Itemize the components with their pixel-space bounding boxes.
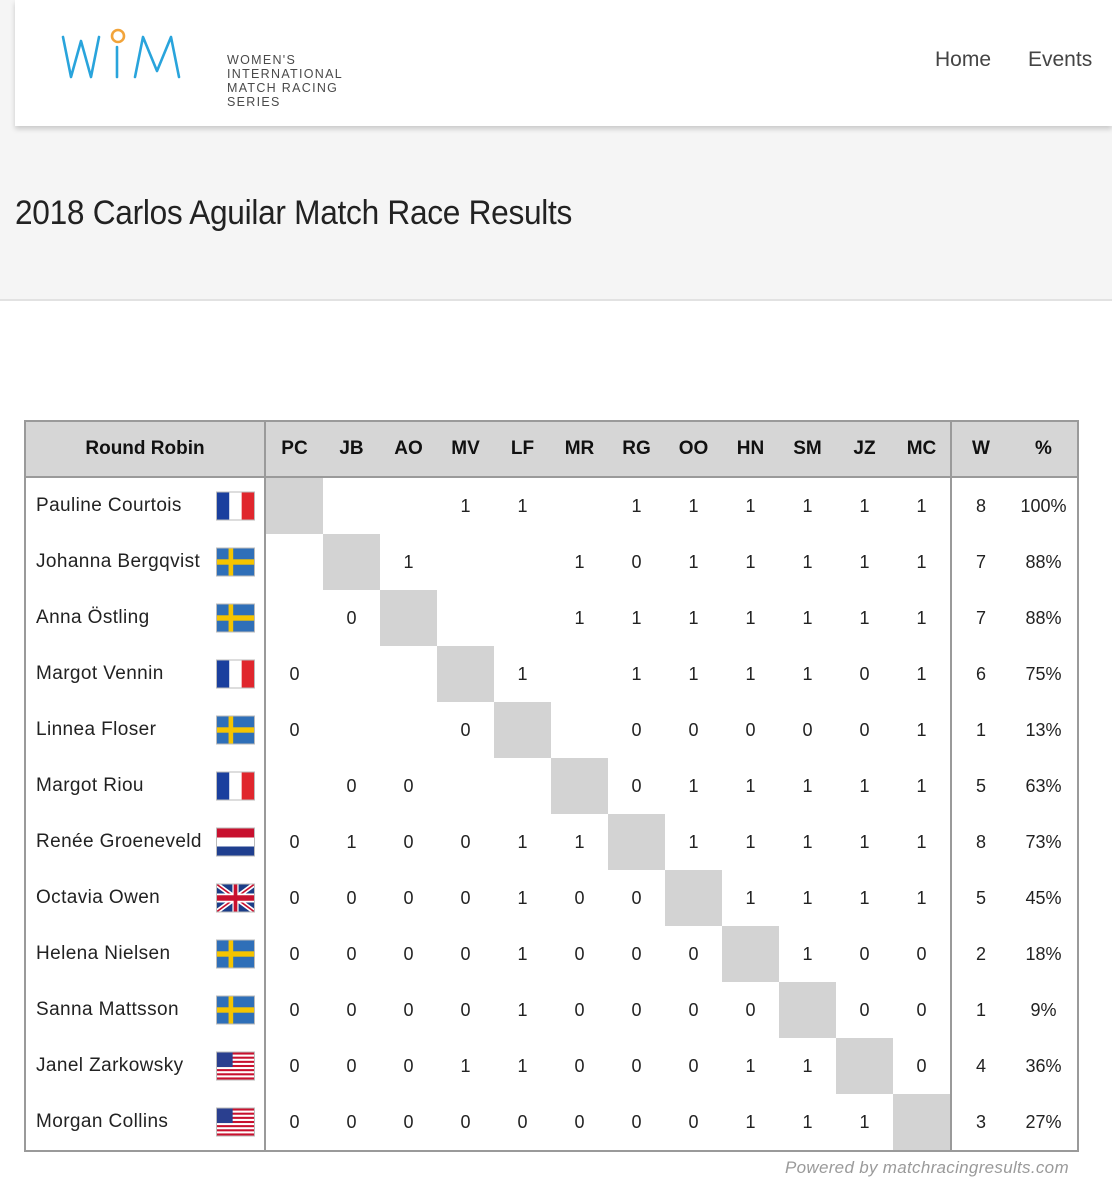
wins-cell: 2 (951, 926, 1010, 982)
result-cell: 1 (346, 831, 357, 852)
column-header-oo: OO (665, 421, 722, 477)
result-cell: 1 (745, 1055, 756, 1076)
site-header (15, 0, 1112, 126)
sweden-flag-icon (217, 605, 254, 632)
column-header-mv: MV (437, 421, 494, 477)
result-cell: 1 (802, 1055, 813, 1076)
result-cell: 1 (916, 719, 927, 740)
result-cell: 1 (688, 495, 699, 516)
result-cell: 1 (517, 943, 528, 964)
result-cell: 1 (859, 831, 870, 852)
result-cell: 1 (916, 887, 927, 908)
result-cell (551, 477, 608, 534)
result-cell: 0 (403, 1055, 414, 1076)
result-cell: 1 (688, 663, 699, 684)
diagonal-cell (494, 702, 551, 758)
logo-line-2: MATCH RACING SERIES (227, 81, 339, 109)
percent-cell: 88% (1025, 551, 1062, 572)
diagonal-cell (323, 534, 380, 590)
table-header-row (25, 421, 1078, 477)
percent-cell: 100% (1020, 495, 1067, 516)
result-cell: 0 (403, 831, 414, 852)
result-cell: 0 (688, 943, 699, 964)
percent-cell: 63% (1025, 775, 1062, 796)
result-cell: 1 (517, 495, 528, 516)
result-cell: 0 (403, 943, 414, 964)
result-cell: 0 (916, 943, 927, 964)
skipper-cell (25, 870, 265, 926)
result-cell: 0 (289, 999, 300, 1020)
result-cell: 0 (403, 999, 414, 1020)
result-cell: 0 (574, 943, 585, 964)
result-cell: 1 (688, 831, 699, 852)
wins-cell: 7 (951, 534, 1010, 590)
percent-cell: 75% (1025, 663, 1062, 684)
wins-cell: 8 (951, 814, 1010, 870)
result-cell: 1 (802, 887, 813, 908)
result-cell: 0 (289, 943, 300, 964)
result-cell: 1 (859, 887, 870, 908)
wins-cell: 8 (951, 477, 1010, 534)
result-cell: 0 (346, 1111, 357, 1132)
result-cell (265, 534, 323, 590)
percent-cell: 88% (1025, 607, 1062, 628)
result-cell (323, 702, 380, 758)
result-cell: 1 (631, 663, 642, 684)
skipper-cell (25, 982, 265, 1038)
logo-line-1: WOMEN'S INTERNATIONAL (227, 53, 343, 81)
percent-cell: 36% (1025, 1055, 1062, 1076)
skipper-name: Renée Groeneveld (36, 831, 202, 852)
result-cell: 1 (631, 495, 642, 516)
result-cell: 0 (802, 719, 813, 740)
sweden-flag-icon (217, 717, 254, 744)
result-cell (551, 702, 608, 758)
percent-cell: 13% (1025, 719, 1062, 740)
wim-logo[interactable] (61, 27, 381, 109)
table-row (25, 758, 1078, 814)
percent-cell: 27% (1025, 1111, 1062, 1132)
diagonal-cell (893, 1094, 951, 1151)
skipper-name: Janel Zarkowsky (36, 1055, 184, 1076)
result-cell (437, 758, 494, 814)
result-cell: 1 (574, 551, 585, 572)
result-cell (323, 477, 380, 534)
result-cell: 0 (574, 887, 585, 908)
diagonal-cell (380, 590, 437, 646)
result-cell: 1 (574, 607, 585, 628)
result-cell: 0 (289, 663, 300, 684)
column-header-lf: LF (494, 421, 551, 477)
result-cell: 0 (916, 1055, 927, 1076)
table-body (25, 477, 1078, 1151)
result-cell: 1 (517, 1055, 528, 1076)
percent-cell: 45% (1025, 887, 1062, 908)
result-cell (437, 534, 494, 590)
powered-by-link[interactable]: Powered by matchracingresults.com (785, 1158, 1069, 1177)
result-cell: 1 (802, 831, 813, 852)
result-cell (494, 590, 551, 646)
result-cell: 1 (745, 495, 756, 516)
wim-logo-icon (61, 27, 221, 83)
result-cell (265, 758, 323, 814)
column-header-sm: SM (779, 421, 836, 477)
result-cell: 1 (916, 607, 927, 628)
diagonal-cell (551, 758, 608, 814)
wins-cell: 1 (951, 982, 1010, 1038)
skipper-name: Anna Östling (36, 607, 150, 628)
skipper-cell (25, 814, 265, 870)
result-cell: 0 (346, 1055, 357, 1076)
round-robin-table (24, 420, 1079, 1152)
skipper-cell (25, 477, 265, 534)
nav-home-link[interactable]: Home (935, 48, 992, 71)
result-cell: 0 (517, 1111, 528, 1132)
percent-cell: 73% (1025, 831, 1062, 852)
result-cell: 1 (574, 831, 585, 852)
column-header-jz: JZ (836, 421, 893, 477)
result-cell: 1 (859, 1111, 870, 1132)
result-cell: 0 (460, 999, 471, 1020)
result-cell: 0 (574, 999, 585, 1020)
result-cell: 0 (916, 999, 927, 1020)
result-cell: 1 (688, 607, 699, 628)
usa-flag-icon (217, 1053, 254, 1080)
result-cell: 0 (460, 887, 471, 908)
page-title: 2018 Carlos Aguilar Match Race Results (15, 194, 573, 232)
table-row (25, 534, 1078, 590)
result-cell: 1 (859, 607, 870, 628)
skipper-name: Johanna Bergqvist (36, 551, 201, 572)
result-cell: 1 (859, 495, 870, 516)
nav-events-link[interactable]: Events (1028, 48, 1093, 71)
skipper-cell (25, 1038, 265, 1094)
result-cell: 1 (688, 775, 699, 796)
result-cell: 0 (859, 663, 870, 684)
result-cell: 0 (745, 719, 756, 740)
wins-cell: 6 (951, 646, 1010, 702)
result-cell: 1 (745, 663, 756, 684)
result-cell (380, 646, 437, 702)
result-cell: 0 (289, 1111, 300, 1132)
result-cell: 1 (745, 831, 756, 852)
sweden-flag-icon (217, 997, 254, 1024)
netherlands-flag-icon (217, 829, 254, 856)
logo-wordmark (227, 53, 381, 109)
france-flag-icon (217, 773, 254, 800)
percent-header: % (1010, 421, 1078, 477)
result-cell: 0 (688, 1055, 699, 1076)
result-cell: 0 (859, 999, 870, 1020)
result-cell: 1 (517, 887, 528, 908)
result-cell: 1 (460, 1055, 471, 1076)
wins-cell: 4 (951, 1038, 1010, 1094)
skipper-name: Pauline Courtois (36, 495, 182, 516)
wins-cell: 1 (951, 702, 1010, 758)
result-cell: 0 (460, 1111, 471, 1132)
sweden-flag-icon (217, 941, 254, 968)
skipper-cell (25, 646, 265, 702)
result-cell: 1 (916, 775, 927, 796)
france-flag-icon (217, 493, 254, 520)
diagonal-cell (779, 982, 836, 1038)
percent-cell: 18% (1025, 943, 1062, 964)
skipper-name: Linnea Floser (36, 719, 157, 740)
diagonal-cell (265, 477, 323, 534)
result-cell: 1 (802, 551, 813, 572)
result-cell: 0 (631, 887, 642, 908)
column-header-hn: HN (722, 421, 779, 477)
skipper-cell (25, 702, 265, 758)
result-cell: 0 (745, 999, 756, 1020)
table-row (25, 926, 1078, 982)
result-cell: 1 (916, 551, 927, 572)
result-cell: 0 (346, 943, 357, 964)
result-cell: 1 (802, 663, 813, 684)
sweden-flag-icon (217, 549, 254, 576)
column-header-ao: AO (380, 421, 437, 477)
skipper-cell (25, 926, 265, 982)
result-cell: 0 (403, 1111, 414, 1132)
result-cell (380, 702, 437, 758)
result-cell: 1 (631, 607, 642, 628)
result-cell: 0 (346, 607, 357, 628)
result-cell: 1 (688, 551, 699, 572)
table-row (25, 477, 1078, 534)
result-cell: 0 (688, 999, 699, 1020)
result-cell: 0 (631, 775, 642, 796)
diagonal-cell (722, 926, 779, 982)
table-row (25, 982, 1078, 1038)
wins-header: W (951, 421, 1010, 477)
result-cell: 1 (859, 551, 870, 572)
result-cell: 1 (802, 607, 813, 628)
result-cell: 1 (745, 775, 756, 796)
table-row (25, 870, 1078, 926)
result-cell: 0 (574, 1111, 585, 1132)
result-cell: 0 (346, 999, 357, 1020)
table-row (25, 590, 1078, 646)
uk-flag-icon (217, 885, 254, 912)
result-cell: 0 (631, 719, 642, 740)
result-cell: 0 (289, 1055, 300, 1076)
column-header-pc: PC (265, 421, 323, 477)
table-row (25, 646, 1078, 702)
result-cell (494, 534, 551, 590)
wins-cell: 5 (951, 870, 1010, 926)
round-robin-header: Round Robin (25, 421, 265, 477)
diagonal-cell (437, 646, 494, 702)
result-cell: 1 (802, 943, 813, 964)
result-cell: 0 (631, 943, 642, 964)
france-flag-icon (217, 661, 254, 688)
result-cell: 1 (745, 1111, 756, 1132)
result-cell: 1 (745, 551, 756, 572)
result-cell: 0 (403, 775, 414, 796)
skipper-name: Morgan Collins (36, 1111, 169, 1132)
result-cell: 0 (574, 1055, 585, 1076)
result-cell: 1 (802, 1111, 813, 1132)
result-cell (380, 477, 437, 534)
result-cell: 1 (403, 551, 414, 572)
result-cell: 1 (859, 775, 870, 796)
result-cell: 1 (745, 607, 756, 628)
wins-cell: 7 (951, 590, 1010, 646)
result-cell (323, 646, 380, 702)
diagonal-cell (665, 870, 722, 926)
result-cell (551, 646, 608, 702)
diagonal-cell (836, 1038, 893, 1094)
result-cell: 0 (289, 887, 300, 908)
result-cell (437, 590, 494, 646)
result-cell: 0 (688, 1111, 699, 1132)
skipper-name: Helena Nielsen (36, 943, 171, 964)
skipper-cell (25, 534, 265, 590)
skipper-name: Sanna Mattsson (36, 999, 179, 1020)
diagonal-cell (608, 814, 665, 870)
result-cell: 0 (346, 887, 357, 908)
result-cell: 1 (745, 887, 756, 908)
result-cell: 0 (688, 719, 699, 740)
skipper-name: Octavia Owen (36, 887, 161, 908)
result-cell: 1 (517, 663, 528, 684)
result-cell (265, 590, 323, 646)
result-cell: 0 (403, 887, 414, 908)
skipper-cell (25, 758, 265, 814)
result-cell: 0 (346, 775, 357, 796)
column-header-jb: JB (323, 421, 380, 477)
result-cell: 1 (916, 663, 927, 684)
table-row (25, 1038, 1078, 1094)
column-header-mr: MR (551, 421, 608, 477)
skipper-name: Margot Riou (36, 775, 144, 796)
result-cell: 1 (460, 495, 471, 516)
result-cell (494, 758, 551, 814)
result-cell: 0 (631, 1055, 642, 1076)
result-cell: 0 (460, 831, 471, 852)
result-cell: 0 (631, 551, 642, 572)
result-cell: 0 (289, 831, 300, 852)
skipper-cell (25, 1094, 265, 1151)
wins-cell: 3 (951, 1094, 1010, 1151)
result-cell: 1 (916, 495, 927, 516)
result-cell: 1 (916, 831, 927, 852)
table-row (25, 814, 1078, 870)
result-cell: 1 (802, 775, 813, 796)
result-cell: 1 (517, 999, 528, 1020)
result-cell: 1 (802, 495, 813, 516)
result-cell: 0 (289, 719, 300, 740)
result-cell: 0 (859, 719, 870, 740)
result-cell: 0 (460, 943, 471, 964)
result-cell: 0 (631, 999, 642, 1020)
result-cell: 1 (517, 831, 528, 852)
table-row (25, 702, 1078, 758)
skipper-name: Margot Vennin (36, 663, 164, 684)
wins-cell: 5 (951, 758, 1010, 814)
table-row (25, 1094, 1078, 1151)
skipper-cell (25, 590, 265, 646)
result-cell: 0 (859, 943, 870, 964)
result-cell: 0 (460, 719, 471, 740)
column-header-mc: MC (893, 421, 951, 477)
percent-cell: 9% (1030, 999, 1057, 1020)
column-header-rg: RG (608, 421, 665, 477)
usa-flag-icon (217, 1109, 254, 1136)
result-cell: 0 (631, 1111, 642, 1132)
